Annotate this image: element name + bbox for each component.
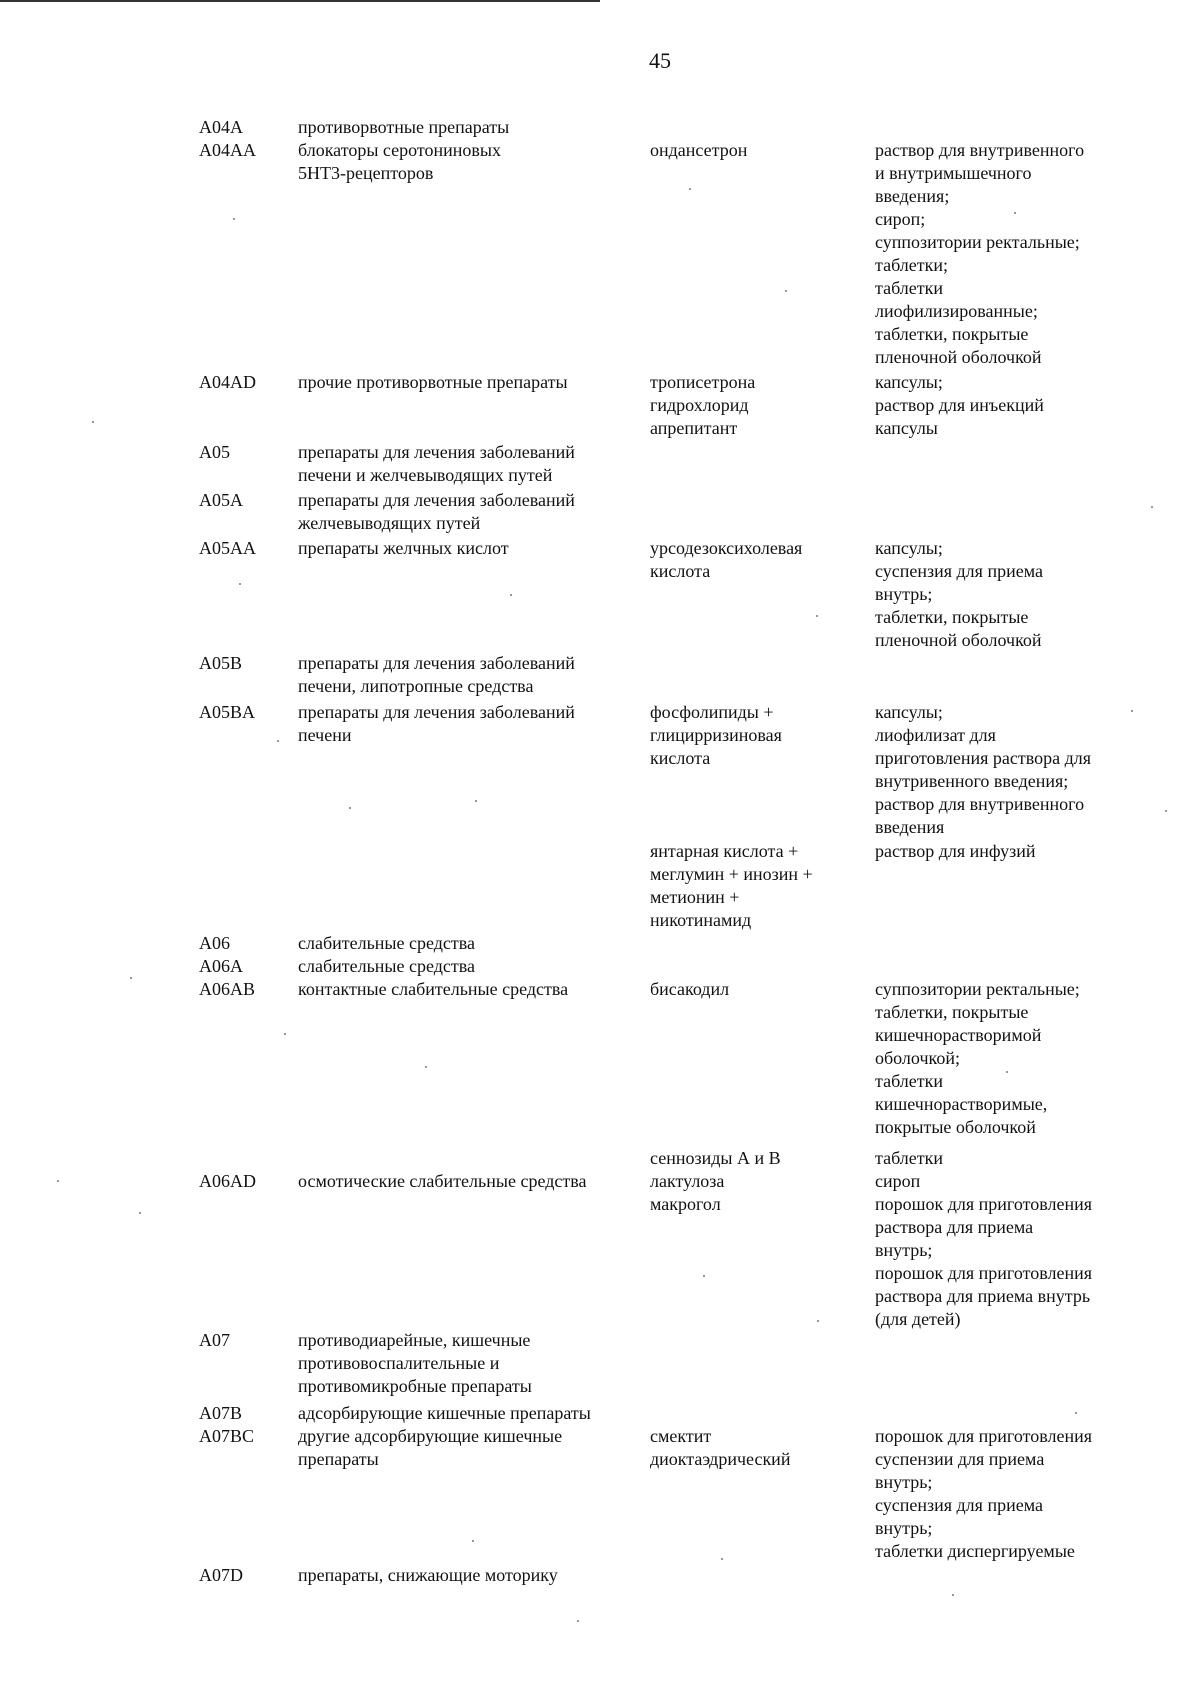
dosage-form-line: оболочкой; [875,1048,960,1068]
scan-speck [816,615,818,617]
dosage-form-line: таблетки, покрытые [875,607,1029,627]
row-code: A04AD [199,372,256,392]
scan-speck [510,594,512,596]
scan-speck [349,807,351,809]
dosage-form-line: внутрь; [875,1472,933,1492]
dosage-form-line: кишечнорастворимой [875,1025,1042,1045]
row-code: A04A [199,117,243,137]
dosage-form-line: введения [875,817,945,837]
scan-speck [703,1275,705,1277]
scan-speck [130,977,132,979]
row-code: A05B [199,653,243,673]
dosage-form-line: введения; [875,186,950,206]
category-name-line: препараты для лечения заболеваний [298,490,575,510]
scan-speck [57,1180,59,1182]
drug-name-line: урсодезоксихолевая [650,538,803,558]
dosage-form-line: сироп; [875,209,926,229]
category-name-line: другие адсорбирующие кишечные [298,1426,563,1446]
dosage-form-line: раствор для внутривенного [875,794,1085,814]
dosage-form-line: лиофилизированные; [875,301,1038,321]
dosage-form-line: суспензии для приема [875,1449,1045,1469]
row-code: A07BC [199,1426,255,1446]
drug-name-line: диоктаэдрический [650,1449,791,1469]
category-name-line: контактные слабительные средства [298,979,569,999]
row-code: A06A [199,956,243,976]
drug-name-line: фосфолипиды + [650,702,774,722]
row-code: A04AA [199,140,256,160]
dosage-form-line: внутрь; [875,584,933,604]
category-name-line: препараты для лечения заболеваний [298,442,575,462]
category-name-line: препараты [298,1449,379,1469]
dosage-form-line: суппозитории ректальные; [875,232,1080,252]
dosage-form-line: покрытые оболочкой [875,1117,1036,1137]
scan-speck [1151,506,1153,508]
drug-name-line: ондансетрон [650,140,748,160]
drug-name-line: никотинамид [650,910,752,930]
dosage-form-line: порошок для приготовления [875,1426,1093,1446]
category-name-line: 5HT3-рецепторов [298,163,434,183]
dosage-form-line: капсулы; [875,702,943,722]
category-name-line: противорвотные препараты [298,117,510,137]
drug-name-line: смектит [650,1426,712,1446]
dosage-form-line: пленочной оболочкой [875,630,1042,650]
dosage-form-line: таблетки [875,1148,944,1168]
scan-speck [233,218,235,220]
dosage-form-line: раствор для внутривенного [875,140,1085,160]
dosage-form-line: суппозитории ректальные; [875,979,1080,999]
category-name-line: прочие противорвотные препараты [298,372,568,392]
dosage-form-line: кишечнорастворимые, [875,1094,1048,1114]
scan-speck [1006,1071,1008,1073]
page-number: 45 [649,48,671,73]
dosage-form-line: таблетки; [875,255,949,275]
scan-speck [952,1594,954,1596]
category-name-line: препараты, снижающие моторику [298,1565,558,1585]
row-code: A07D [199,1565,243,1585]
dosage-form-line: таблетки [875,1071,944,1091]
dosage-form-line: внутрь; [875,1518,933,1538]
scan-speck [1131,710,1133,712]
drug-name-line: апрепитант [650,418,738,438]
scan-speck [425,1066,427,1068]
dosage-form-line: капсулы; [875,538,943,558]
scan-speck [721,1558,723,1560]
scan-speck [1165,810,1167,812]
drug-name-line: сеннозиды А и В [650,1148,781,1168]
category-name-line: противовоспалительные и [298,1353,500,1373]
row-code: A07 [199,1330,230,1350]
category-name-line: желчевыводящих путей [298,513,481,533]
scan-speck [92,421,94,423]
dosage-form-line: (для детей) [875,1309,961,1329]
drug-name-line: глицирризиновая [650,725,782,745]
dosage-form-line: порошок для приготовления [875,1194,1093,1214]
drug-name-line: метионин + [650,887,740,907]
row-code: A05A [199,490,243,510]
category-name-line: адсорбирующие кишечные препараты [298,1403,591,1423]
category-name-line: противодиарейные, кишечные [298,1330,531,1350]
drug-name-line: кислота [650,561,711,581]
drug-name-line: гидрохлорид [650,395,749,415]
dosage-form-line: таблетки, покрытые [875,1002,1029,1022]
top-border-line [0,0,600,2]
scan-speck [475,800,477,802]
dosage-form-line: капсулы; [875,372,943,392]
dosage-form-line: таблетки диспергируемые [875,1541,1075,1561]
dosage-form-line: лиофилизат для [875,725,996,745]
row-code: A05 [199,442,230,462]
drug-name-line: трописетрона [650,372,756,392]
scan-speck [284,1033,286,1035]
category-name-line: печени, липотропные средства [298,676,534,696]
scan-speck [785,290,787,292]
category-name-line: препараты для лечения заболеваний [298,702,575,722]
row-code: A05AA [199,538,256,558]
drug-name-line: янтарная кислота + [650,841,799,861]
dosage-form-line: раствора для приема [875,1217,1034,1237]
row-code: A06AD [199,1171,256,1191]
dosage-form-line: сироп [875,1171,921,1191]
scan-speck [689,188,691,190]
dosage-form-line: внутривенного введения; [875,771,1069,791]
row-code: A06AB [199,979,256,999]
dosage-form-line: суспензия для приема [875,1495,1043,1515]
dosage-form-line: суспензия для приема [875,561,1043,581]
drug-name-line: кислота [650,748,711,768]
drug-name-line: меглумин + инозин + [650,864,813,884]
category-name-line: препараты для лечения заболеваний [298,653,575,673]
dosage-form-line: приготовления раствора для [875,748,1091,768]
scan-speck [1075,1412,1077,1414]
drug-name-line: лактулоза [650,1171,725,1191]
category-name-line: слабительные средства [298,933,476,953]
category-name-line: осмотические слабительные средства [298,1171,587,1191]
scan-speck [139,1212,141,1214]
scan-speck [817,1320,819,1322]
scan-speck [1014,212,1016,214]
scan-speck [577,1620,579,1622]
row-code: A07B [199,1403,243,1423]
dosage-form-line: внутрь; [875,1240,933,1260]
scan-speck [277,740,279,742]
drug-name-line: макрогол [650,1194,721,1214]
row-code: A06 [199,933,230,953]
category-name-line: печени [298,725,352,745]
scan-speck [472,1540,474,1542]
category-name-line: препараты желчных кислот [298,538,509,558]
dosage-form-line: и внутримышечного [875,163,1032,183]
category-name-line: блокаторы серотониновых [298,140,501,160]
category-name-line: печени и желчевыводящих путей [298,465,553,485]
dosage-form-line: капсулы [875,418,938,438]
dosage-form-line: порошок для приготовления [875,1263,1093,1283]
dosage-form-line: таблетки [875,278,944,298]
category-name-line: слабительные средства [298,956,476,976]
row-code: A05BA [199,702,256,722]
dosage-form-line: таблетки, покрытые [875,324,1029,344]
category-name-line: противомикробные препараты [298,1376,532,1396]
scan-speck [239,583,241,585]
dosage-form-line: раствор для инъекций [875,395,1044,415]
dosage-form-line: пленочной оболочкой [875,347,1042,367]
drug-name-line: бисакодил [650,979,730,999]
dosage-form-line: раствор для инфузий [875,841,1036,861]
dosage-form-line: раствора для приема внутрь [875,1286,1091,1306]
